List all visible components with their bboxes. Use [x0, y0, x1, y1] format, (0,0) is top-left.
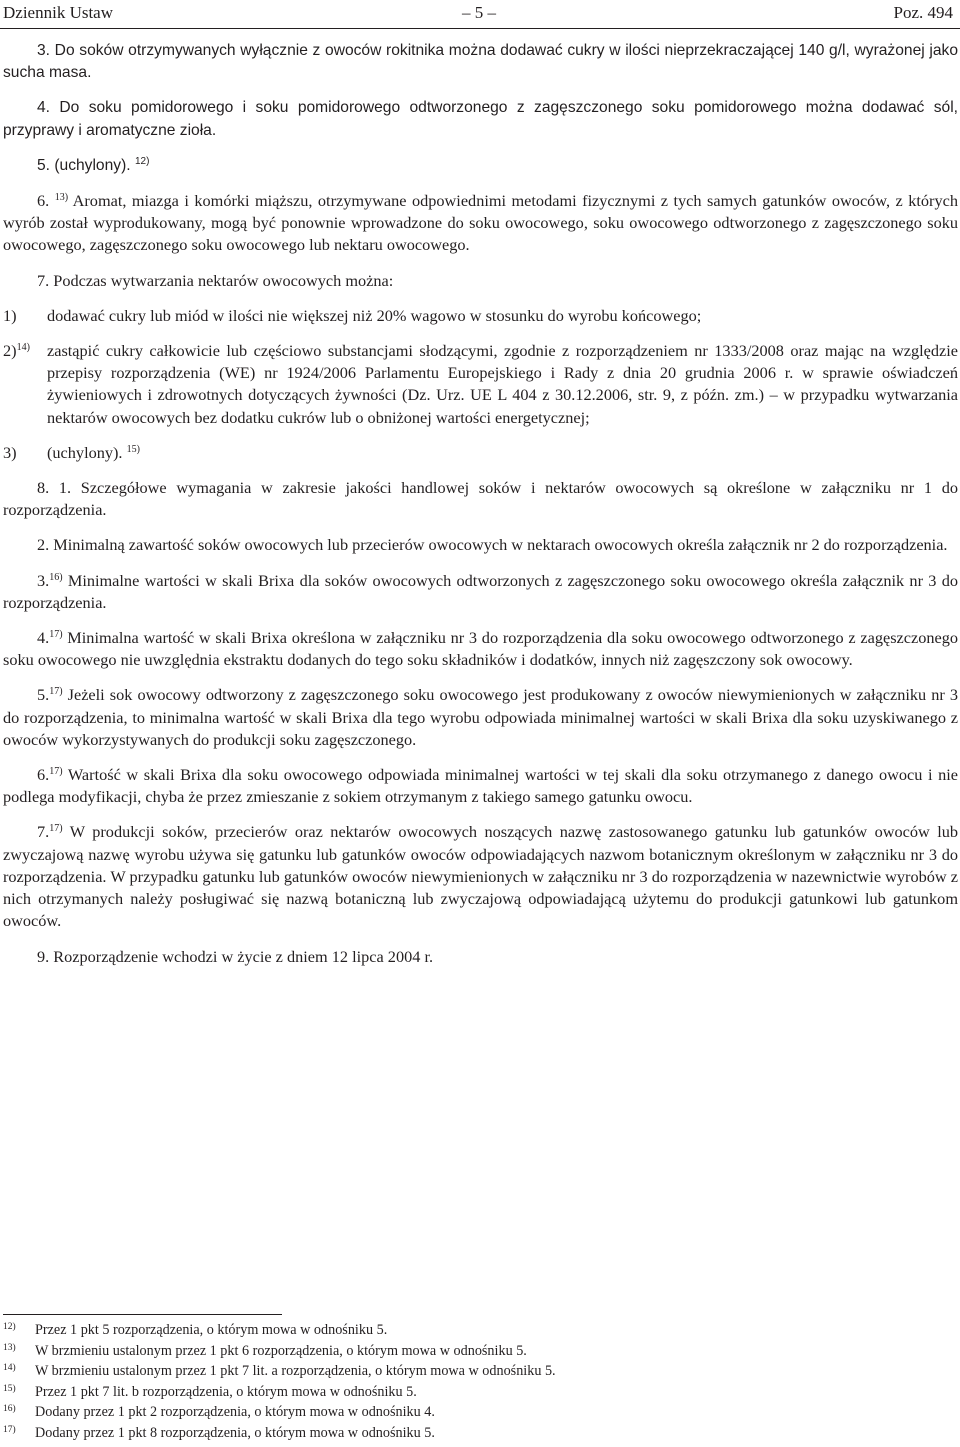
footnote	[3, 1382, 953, 1403]
list-item-number	[3, 340, 47, 429]
footnote-text: Przez 1 pkt 5 rozporządzenia, o którym mowa w odnośniku 5.	[35, 1322, 388, 1338]
list-item-number: 3)	[3, 442, 17, 462]
section-8-5-text: Jeżeli sok owocowy odtworzony z zagęszczonego soku owocowego jest produkowany z owoców niewymienionych w załączniku nr 3 do rozporządzenia, to minimalna wartość w skali Brixa dla tego wyrobu odpowiada minimalnej wartości w skali Brixa dla soku uzyskiwanego z owoców wykorzystywanych do produkcji soku zagęszczonego.	[3, 685, 958, 749]
section-8-1: 8. 1. Szczegółowe wymagania w zakresie jakości handlowej soków i nektarów owocowych są określone w załączniku nr 1 do rozporządzenia.	[3, 478, 958, 520]
section-8-3	[3, 570, 958, 614]
footnote-divider	[3, 1314, 282, 1315]
list-item	[3, 442, 958, 464]
section-7-intro: 7. Podczas wytwarzania nektarów owocowych można:	[37, 270, 394, 290]
footnote-number: 17)	[3, 1424, 16, 1435]
list-item-text-content: (uchylony).	[47, 442, 123, 462]
footnote-ref-17[interactable]: 17)	[49, 766, 63, 778]
footnote-ref-17[interactable]: 17)	[49, 823, 63, 835]
journal-title: Dziennik Ustaw	[3, 3, 114, 22]
footnote	[3, 1320, 953, 1341]
footnote	[3, 1361, 953, 1382]
document-body	[3, 40, 958, 968]
footnote-text: Przez 1 pkt 7 lit. b rozporządzenia, o którym mowa w odnośniku 5.	[35, 1383, 417, 1400]
footnote-ref-17[interactable]: 17)	[49, 629, 63, 641]
section-8-5-num: 5.	[37, 685, 50, 705]
footnote	[3, 1402, 953, 1423]
section-8-7-num: 7.	[37, 822, 50, 842]
section-6	[3, 190, 958, 257]
footnote-ref-12[interactable]: 12)	[134, 155, 150, 167]
list-item-number-text: 2)	[3, 341, 17, 361]
footnotes	[3, 1320, 953, 1444]
footnote-number: 13)	[3, 1342, 16, 1353]
section-8-7	[3, 821, 958, 932]
paragraph-4: 4. Do soku pomidorowego i soku pomidorowego odtworzonego z zagęszczonego soku pomidorowego można dodawać sól, przyprawy i aromatyczne zioła.	[3, 99, 958, 139]
list-item-text: zastąpić cukry całkowicie lub częściowo substancjami słodzącymi, zgodnie z rozporządzeniem nr 1333/2008 oraz mając na względzie przepisy rozporządzenia (WE) nr 1924/2006 Parlamentu Europejskiego i Rady z dnia 20 grudnia 2006 r. w sprawie oświadczeń żywieniowych i zdrowotnych dotyczących żywności (Dz. Urz. UE L 404 z 30.12.2006, str. 9, z późn. zm.) – w przypadku wytwarzania nektarów owocowych bez dodatku cukrów lub o obniżonej wartości energetycznej;	[47, 341, 958, 427]
footnote-number: 15)	[3, 1383, 16, 1394]
section-8-6-text: Wartość w skali Brixa dla soku owocowego odpowiada minimalnej wartości w tej skali dla soku otrzymanego z danego owocu i nie podlega modyfikacji, chyba że przez zmieszanie z sokiem otrzymanym z takiego samego gatunku owocu.	[3, 765, 958, 807]
section-9: 9. Rozporządzenie wchodzi w życie z dniem 12 lipca 2004 r.	[37, 946, 434, 966]
page-number: – 5 –	[462, 3, 496, 22]
footnote-text: Dodany przez 1 pkt 2 rozporządzenia, o którym mowa w odnośniku 4.	[35, 1404, 435, 1421]
section-8-3-num: 3.	[37, 570, 50, 590]
section-6-text: Aromat, miazga i komórki miąższu, otrzymywane odpowiednimi metodami fizycznymi z tych samych gatunków owoców, z których wyrób został wyprodukowany, mogą być ponownie wprowadzone do soku owocowego, soku owocowego odtworzonego z zagęszczonego soku owocowego, zagęszczonego soku owocowego lub nektaru owocowego.	[3, 191, 958, 255]
section-5	[3, 155, 958, 177]
page-header	[0, 1, 956, 25]
footnote-ref-14[interactable]: 14)	[16, 342, 30, 354]
footnote-number: 14)	[3, 1363, 16, 1374]
section-8-2: 2. Minimalną zawartość soków owocowych lub przecierów owocowych w nektarach owocowych określa załącznik nr 2 do rozporządzenia.	[37, 535, 948, 555]
footnote	[3, 1423, 953, 1444]
list-item-text	[47, 442, 958, 464]
section-8-5	[3, 684, 958, 751]
footnote-number: 16)	[3, 1404, 16, 1415]
footnote-number: 12)	[3, 1322, 16, 1332]
section-8-7-text: W produkcji soków, przecierów oraz nektarów owocowych noszących nazwę zastosowanego gatunku lub gatunków owoców lub zwyczajową nazwę wyrobu używa się gatunku lub gatunków owoców odpowiadających nazwom botanicznym określonym w załączniku nr 3 do rozporządzenia. W przypadku gatunku lub gatunków owoców niewymienionych w załączniku nr 3 do rozporządzenia w nazewnictwie wyrobów z nich otrzymanych należy posługiwać się nazwą botaniczną lub zwyczajową odpowiadającą użytemu do produkcji gatunkowi lub gatunkom owoców.	[3, 822, 958, 931]
footnote	[3, 1341, 953, 1362]
footnote-ref-17[interactable]: 17)	[49, 686, 63, 698]
section-6-label: 6.	[37, 191, 50, 211]
section-8-6-num: 6.	[37, 765, 50, 785]
header-divider	[0, 28, 960, 29]
list-item	[3, 340, 958, 429]
footnote-text: Dodany przez 1 pkt 8 rozporządzenia, o którym mowa w odnośniku 5.	[35, 1424, 435, 1441]
footnote-ref-13[interactable]: 13)	[54, 192, 69, 204]
list-item-text: dodawać cukry lub miód w ilości nie większej niż 20% wagowo w stosunku do wyrobu końcowego;	[47, 305, 702, 325]
list-item-number: 1)	[3, 305, 17, 325]
position-number: Poz. 494	[893, 3, 953, 22]
section-8-4-text: Minimalna wartość w skali Brixa określona w załączniku nr 3 do rozporządzenia dla soku owocowego odtworzonego z zagęszczonego soku owocowego nie uwzględnia ekstraktu dodanych do tego soku składników i dodatków, innych niż zagęszczony sok owocowy.	[3, 628, 958, 670]
footnote-ref-16[interactable]: 16)	[49, 571, 63, 583]
footnote-text: W brzmieniu ustalonym przez 1 pkt 6 rozporządzenia, o którym mowa w odnośniku 5.	[35, 1342, 527, 1359]
list-item	[3, 305, 958, 327]
section-8-4-num: 4.	[37, 628, 50, 648]
section-8-6	[3, 764, 958, 808]
section-8-4	[3, 627, 958, 671]
paragraph-3: 3. Do soków otrzymywanych wyłącznie z owoców rokitnika można dodawać cukry w ilości nieprzekraczającej 140 g/l, wyrażonej jako sucha masa.	[3, 42, 958, 82]
footnote-text: W brzmieniu ustalonym przez 1 pkt 7 lit. a rozporządzenia, o którym mowa w odnośniku 5.	[35, 1363, 556, 1380]
footnote-ref-15[interactable]: 15)	[126, 443, 140, 455]
section-5-text: 5. (uchylony).	[37, 156, 131, 174]
section-8-3-text: Minimalne wartości w skali Brixa dla soków owocowych odtworzonych z zagęszczonego soku owocowego określa załącznik nr 3 do rozporządzenia.	[3, 570, 958, 612]
